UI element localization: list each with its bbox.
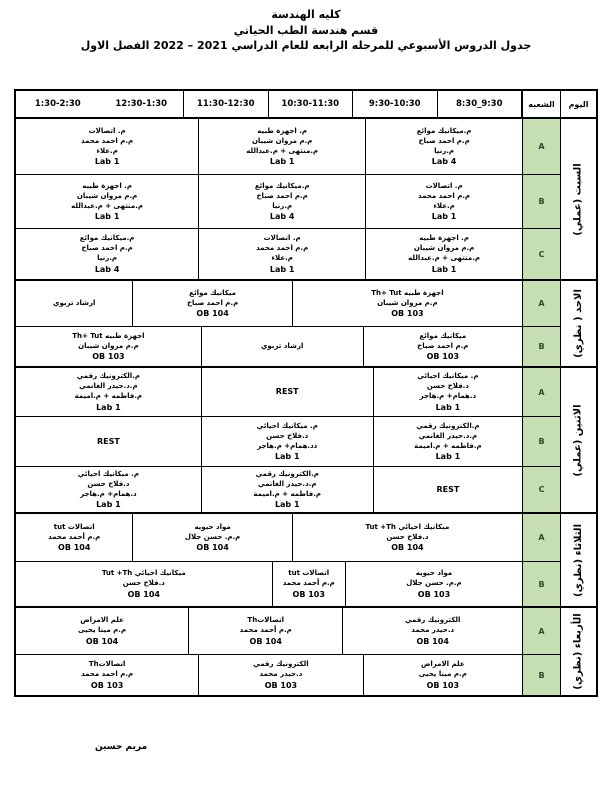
- day-rows-1: [16, 281, 560, 366]
- section-badge: C: [522, 229, 560, 279]
- course-line: م. اجهزة طبيه: [82, 181, 132, 190]
- room-label: OB 103: [90, 680, 124, 690]
- section-badge: B: [522, 417, 560, 466]
- course-line: م.فاطمه + م.اميمة: [74, 392, 143, 401]
- section-row-3-A: [16, 514, 560, 561]
- course-line: م.م مروان شيبان: [413, 244, 475, 253]
- course-line: د.فلاح حسن: [426, 382, 469, 391]
- day-label: الثلاثاء (نظري): [572, 523, 584, 597]
- class-cell-1-1-1: [201, 327, 363, 366]
- room-label: Lab 1: [96, 402, 121, 412]
- course-line: م.م احمد محمد: [81, 670, 134, 679]
- class-cell-3-1-2: [16, 562, 272, 606]
- course-line: اتصالات tut: [53, 522, 95, 531]
- course-line: م.م احمد محمد: [256, 244, 309, 253]
- room-label: OB 104: [85, 636, 119, 646]
- section-row-0-C: [16, 228, 560, 279]
- section-row-0-B: [16, 174, 560, 228]
- course-line: دد.همام+ م.هاجر: [257, 441, 318, 450]
- class-cell-2-2-2: [16, 467, 201, 512]
- course-line: مواد حيويه: [415, 569, 453, 578]
- class-cell-1-1-2: [16, 327, 201, 366]
- slots-1-0: [16, 281, 522, 326]
- day-cell-1: [560, 281, 596, 366]
- day-cell-3: [560, 514, 596, 606]
- course-line: م.م مروان شيبان: [377, 298, 438, 307]
- course-line: م.منتهى + م.عبدالله: [71, 201, 144, 210]
- class-cell-4-0-1: [188, 608, 342, 654]
- header-time-col-2: 10:30-11:30: [269, 91, 354, 117]
- room-label: Lab 1: [94, 157, 120, 167]
- section-row-2-B: [16, 416, 560, 466]
- section-badge: A: [522, 608, 560, 654]
- course-line: الكترونيك رقمي: [253, 660, 309, 669]
- room-label: Lab 1: [435, 402, 461, 412]
- course-line: م.د.حيدر الغانمي: [79, 382, 138, 391]
- course-line: علم الامراض: [80, 616, 124, 625]
- class-cell-4-1-1: [198, 655, 362, 695]
- slots-4-1: [16, 655, 522, 695]
- class-cell-0-2-2: [16, 229, 198, 279]
- room-label: OB 103: [391, 309, 424, 319]
- course-line: ميكانيك احيائي Tut +Th: [101, 569, 186, 578]
- course-line: ارشاد تربوي: [260, 342, 304, 351]
- course-line: د.فلاح حسن: [122, 579, 165, 588]
- room-label: Lab 4: [431, 157, 457, 167]
- class-cell-0-0-2: [16, 119, 198, 174]
- room-label: REST: [96, 436, 120, 446]
- course-line: م.رنيا: [97, 254, 118, 263]
- class-cell-2-0-1: [201, 368, 373, 416]
- course-line: م.ميكانيك موائع: [416, 126, 472, 135]
- signature: مريم حسين: [95, 742, 148, 752]
- class-cell-1-0-1: [132, 281, 291, 326]
- course-line: د.فلاح حسن: [386, 532, 429, 541]
- class-cell-4-0-2: [16, 608, 188, 654]
- course-line: د.حيدر محمد: [259, 670, 303, 679]
- course-line: م.م أحمد محمد: [282, 579, 335, 588]
- course-line: م.علاء: [433, 201, 455, 210]
- course-line: م.م احمد محمد: [81, 136, 134, 145]
- class-cell-4-0-0: [342, 608, 522, 654]
- class-cell-4-1-0: [363, 655, 522, 695]
- page-title-schedule: جدول الدروس الأسبوعي للمرحله الرابعه للعام الدراسي 2021 – 2022 الفصل الاول: [80, 39, 532, 52]
- room-label: OB 104: [416, 636, 449, 646]
- section-row-1-B: [16, 326, 560, 366]
- slots-3-0: [16, 514, 522, 561]
- course-line: م. ميكانيك احيائي: [77, 469, 139, 478]
- class-cell-2-2-1: [201, 467, 373, 512]
- document-header: [0, 0, 612, 54]
- header-day-col: اليوم: [560, 91, 596, 117]
- course-line: م.علاء: [271, 254, 293, 263]
- course-line: م.م. حسن جلال: [184, 532, 241, 541]
- course-line: م.منتهى + م.عبدالله: [246, 146, 319, 155]
- header-time-col-4: 12:30-1:30: [100, 91, 185, 117]
- day-block-4: [16, 606, 596, 695]
- course-line: م. اجهزة طبيه: [257, 126, 308, 135]
- class-cell-1-0-0: [292, 281, 522, 326]
- section-badge: B: [522, 655, 560, 695]
- room-label: OB 104: [391, 543, 424, 553]
- class-cell-1-1-0: [363, 327, 522, 366]
- slots-0-2: [16, 229, 522, 279]
- course-line: م.د.حيدر الغانمي: [257, 479, 317, 488]
- day-rows-0: [16, 119, 560, 279]
- day-block-3: [16, 512, 596, 606]
- slots-3-1: [16, 562, 522, 606]
- course-line: م.م أحمد محمد: [48, 532, 101, 541]
- section-row-4-B: [16, 654, 560, 695]
- class-cell-1-0-2: [16, 281, 132, 326]
- class-cell-0-1-0: [365, 175, 522, 228]
- slots-2-2: [16, 467, 522, 512]
- course-line: م.م احمد صباح: [256, 191, 308, 200]
- slots-2-0: [16, 368, 522, 416]
- course-line: م.علاء: [96, 146, 118, 155]
- course-line: م. اتصالات: [88, 126, 126, 135]
- day-rows-2: [16, 368, 560, 512]
- room-label: Lab 4: [94, 264, 120, 274]
- page-title-department: قسم هندسة الطب الحياتي: [233, 23, 379, 37]
- room-label: Lab 1: [269, 157, 295, 167]
- course-line: د.همام+ م.هاجر: [80, 489, 137, 498]
- class-cell-3-0-1: [132, 514, 291, 561]
- class-cell-2-0-0: [373, 368, 522, 416]
- class-cell-0-0-1: [198, 119, 365, 174]
- section-badge: A: [522, 514, 560, 561]
- room-label: Lab 1: [274, 500, 300, 510]
- course-line: م.فاطمه + م.اميمة: [414, 441, 482, 450]
- course-line: م.م احمد صباح: [418, 136, 470, 145]
- section-row-2-C: [16, 466, 560, 512]
- room-label: OB 103: [264, 680, 298, 690]
- course-line: م.م احمد صباح: [81, 244, 133, 253]
- section-badge: B: [522, 327, 560, 366]
- day-label: الأربعاء (نظري): [573, 613, 584, 690]
- room-label: REST: [275, 387, 299, 397]
- slots-0-1: [16, 175, 522, 228]
- room-label: Lab 1: [94, 212, 120, 222]
- course-line: الكترونيك رقمي: [404, 616, 461, 625]
- header-time-col-1: 9:30-10:30: [353, 91, 438, 117]
- class-cell-4-1-2: [16, 655, 198, 695]
- day-block-1: [16, 279, 596, 366]
- room-label: OB 104: [127, 589, 160, 599]
- header-section-col: الشعبه: [522, 91, 560, 117]
- course-line: م.الكترونيك رقمي: [76, 372, 140, 381]
- course-line: م.م مروان شيبان: [76, 191, 138, 200]
- course-line: د.همام+ م.هاجر: [419, 392, 477, 401]
- class-cell-0-1-2: [16, 175, 198, 228]
- schedule-table: [14, 89, 598, 697]
- course-line: ميكانيك موائع: [419, 331, 467, 340]
- course-line: ميكانيك موائع: [189, 288, 237, 297]
- class-cell-2-0-2: [16, 368, 201, 416]
- class-cell-2-1-0: [373, 417, 522, 466]
- class-cell-0-0-0: [365, 119, 522, 174]
- room-label: OB 103: [426, 352, 460, 362]
- day-cell-0: [560, 119, 596, 279]
- course-line: اجهزة طبيه Th+ Tut: [72, 331, 145, 340]
- course-line: اتصالات tut: [288, 569, 330, 578]
- class-cell-3-0-0: [292, 514, 522, 561]
- header-time-col-0: 8:30_9:30: [438, 91, 523, 117]
- class-cell-3-1-1: [272, 562, 345, 606]
- slots-1-1: [16, 327, 522, 366]
- course-line: م. ميكانيك احيائي: [417, 372, 479, 381]
- section-badge: A: [522, 368, 560, 416]
- room-label: OB 104: [249, 636, 282, 646]
- course-line: م.م مينا يحيى: [418, 670, 467, 679]
- day-block-2: [16, 366, 596, 512]
- course-line: م. اجهزة طبيه: [419, 234, 469, 243]
- course-line: م.ميكانيك موائع: [79, 234, 135, 243]
- course-line: م. اتصالات: [263, 234, 301, 243]
- slots-2-1: [16, 417, 522, 466]
- course-line: اتصالاتTh: [88, 660, 126, 669]
- class-cell-0-2-1: [198, 229, 365, 279]
- day-label: الاحد ( نظري): [573, 289, 584, 358]
- schedule-header-row: [16, 91, 596, 119]
- room-label: OB 103: [292, 589, 325, 599]
- class-cell-2-2-0: [373, 467, 522, 512]
- course-line: م. اتصالات: [425, 181, 463, 190]
- room-label: Lab 1: [274, 452, 300, 462]
- course-line: م.م احمد محمد: [418, 191, 471, 200]
- course-line: م.م مروان شيبان: [78, 341, 139, 350]
- section-badge: C: [522, 467, 560, 512]
- slots-4-0: [16, 608, 522, 654]
- course-line: م.د.حيدر الغانمي: [418, 431, 478, 440]
- room-label: OB 104: [58, 543, 91, 553]
- course-line: د.حيدر محمد: [411, 626, 455, 635]
- section-row-1-A: [16, 281, 560, 326]
- course-line: م.ميكانيك موائع: [254, 181, 310, 190]
- header-time-col-5: 1:30-2:30: [34, 99, 81, 109]
- course-line: ميكانيك احيائي Tut +Th: [365, 522, 450, 531]
- day-cell-2: [560, 368, 596, 512]
- class-cell-0-2-0: [365, 229, 522, 279]
- course-line: م.رنيا: [272, 201, 293, 210]
- course-line: م.م مينا يحيى: [77, 626, 127, 635]
- course-line: م.فاطمه + م.اميمة: [253, 489, 322, 498]
- section-row-0-A: [16, 119, 560, 174]
- course-line: م.م احمد صباح: [417, 341, 469, 350]
- course-line: م.منتهى + م.عبدالله: [408, 254, 481, 263]
- course-line: ارشاد تربوي: [53, 299, 96, 308]
- day-block-0: [16, 119, 596, 279]
- course-line: م.الكترونيك رقمي: [416, 421, 480, 430]
- course-line: م.رنيا: [434, 146, 455, 155]
- room-label: Lab 1: [431, 212, 457, 222]
- room-label: Lab 1: [269, 264, 295, 274]
- course-line: م.م أحمد محمد: [239, 626, 292, 635]
- course-line: م.م. حسن جلال: [406, 579, 462, 588]
- slots-0-0: [16, 119, 522, 174]
- course-line: م.م احمد صباح: [186, 298, 239, 307]
- section-badge: B: [522, 562, 560, 606]
- course-line: علم الامراض: [420, 660, 465, 669]
- room-label: Lab 1: [435, 452, 461, 462]
- room-label: REST: [436, 484, 460, 494]
- room-label: Lab 4: [269, 212, 295, 222]
- room-label: OB 104: [196, 543, 229, 553]
- class-cell-3-1-0: [345, 562, 522, 606]
- course-line: م.م مروان شيبان: [251, 136, 313, 145]
- class-cell-2-1-2: [16, 417, 201, 466]
- section-badge: A: [522, 281, 560, 326]
- class-cell-3-0-2: [16, 514, 132, 561]
- section-badge: B: [522, 175, 560, 228]
- room-label: OB 104: [196, 309, 229, 319]
- page-title-college: كليه الهندسة: [271, 8, 341, 21]
- class-cell-0-1-1: [198, 175, 365, 228]
- room-label: OB 103: [92, 352, 125, 362]
- section-row-3-B: [16, 561, 560, 606]
- day-label: السبت (عملي): [572, 162, 584, 236]
- section-badge: A: [522, 119, 560, 174]
- course-line: د.فلاح حسن: [87, 479, 130, 488]
- day-cell-4: [560, 608, 596, 695]
- course-line: اتصالاتTh: [247, 616, 284, 625]
- day-rows-4: [16, 608, 560, 695]
- room-label: Lab 1: [431, 264, 457, 274]
- section-row-2-A: [16, 368, 560, 416]
- course-line: م.الكترونيك رقمي: [255, 469, 319, 478]
- course-line: م. ميكانيك احيائي: [256, 421, 318, 430]
- header-time-col-3: 11:30-12:30: [184, 91, 269, 117]
- day-label: الاثنين (عملي): [573, 403, 584, 477]
- class-cell-2-1-1: [201, 417, 373, 466]
- section-row-4-A: [16, 608, 560, 654]
- room-label: OB 103: [417, 589, 451, 599]
- course-line: اجهزة طبيه Th+ Tut: [371, 288, 444, 297]
- course-line: د.فلاح حسن: [266, 431, 309, 440]
- day-rows-3: [16, 514, 560, 606]
- course-line: مواد حيويه: [194, 522, 231, 531]
- room-label: Lab 1: [96, 500, 121, 510]
- room-label: OB 103: [426, 680, 460, 690]
